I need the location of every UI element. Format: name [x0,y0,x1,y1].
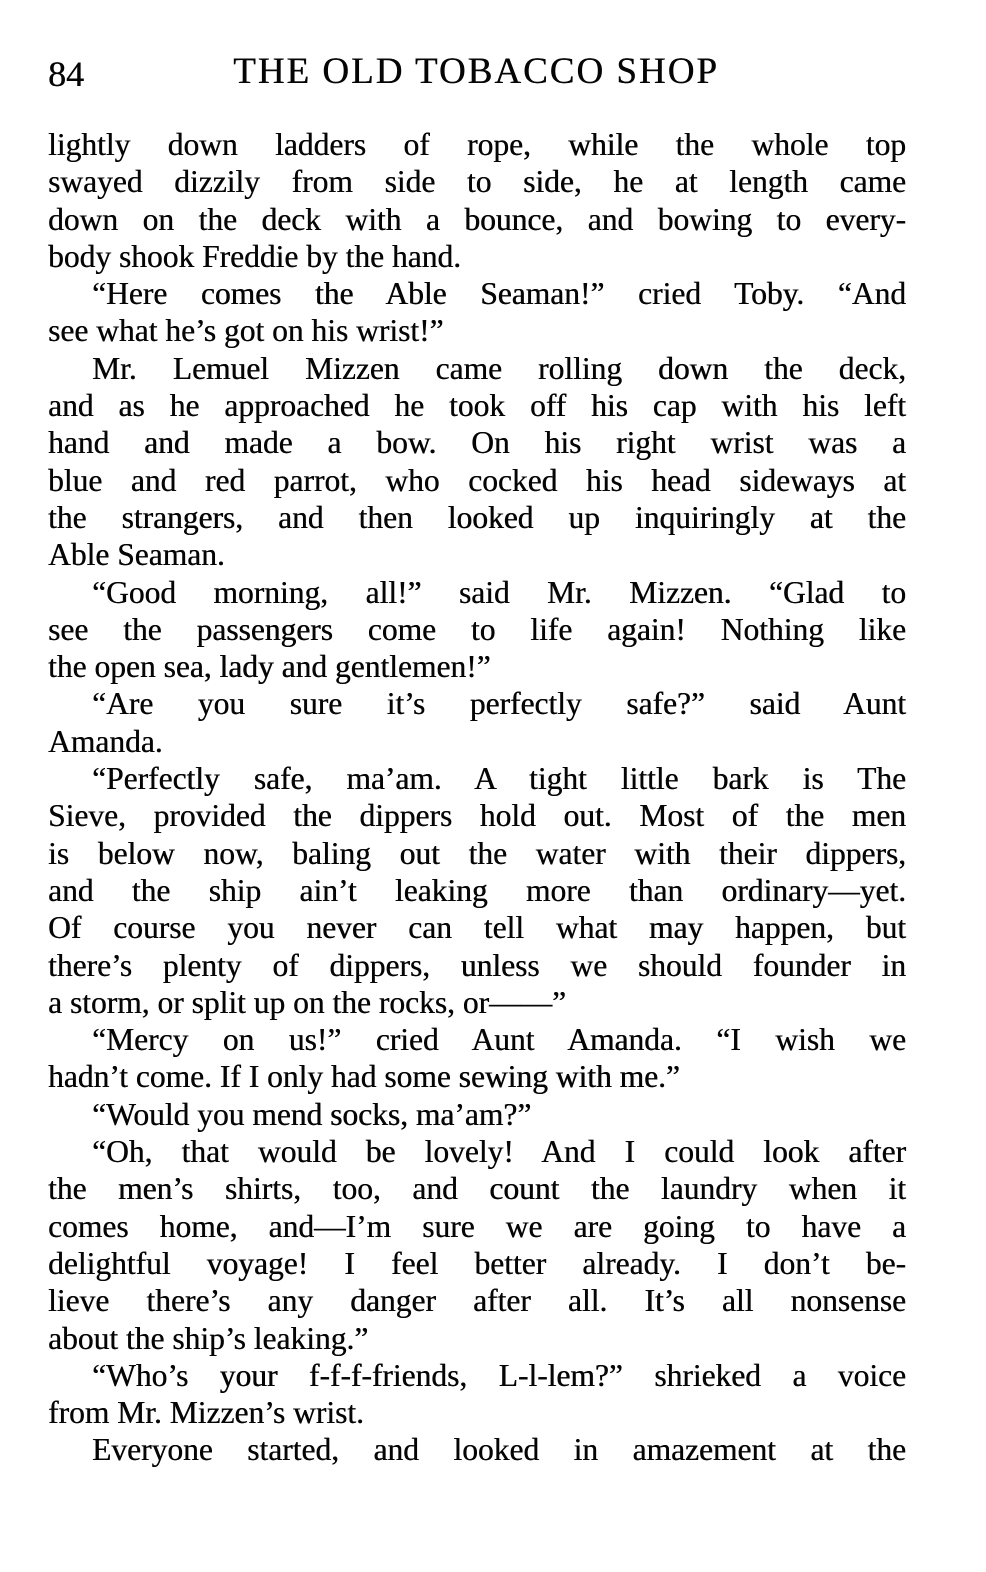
paragraph [48,685,906,760]
text-line: lightly down ladders of rope, while the whole top [48,127,906,162]
text-line: see the passengers come to life again! Nothing like [48,611,906,647]
text-line: from Mr. Mizzen’s wrist. [48,1395,364,1431]
text-line: “Perfectly safe, ma’am. A tight little bark is The [92,761,906,797]
paragraph [48,760,906,1021]
page-number: 84 [48,54,84,94]
text-line: swayed dizzily from side to side, he at length came [48,164,906,200]
paragraph [48,1133,906,1357]
text-line: and as he approached he took off his cap with his left [48,388,906,424]
text-line: see what he’s got on his wrist!” [48,313,444,349]
text-line: Everyone started, and looked in amazement at the [92,1432,906,1468]
paragraph [48,350,906,574]
text-line: blue and red parrot, who cocked his head sideways at [48,462,906,498]
running-title: THE OLD TOBACCO SHOP [233,51,719,92]
text-line: the strangers, and then looked up inquiringly at the [48,499,906,535]
text-line: “Oh, that would be lovely! And I could look after [92,1134,906,1170]
text-line: the men’s shirts, too, and count the laundry when it [48,1171,906,1207]
paragraph [48,574,906,686]
text-line: and the ship ain’t leaking more than ordinary—yet. [48,872,906,908]
text-line: body shook Freddie by the hand. [48,238,461,274]
text-line: is below now, baling out the water with their dippers, [48,835,906,871]
text-line: lieve there’s any danger after all. It’s all nonsense [48,1283,906,1319]
paragraph [48,1431,906,1468]
page-header [48,50,904,96]
text-line: “Good morning, all!” said Mr. Mizzen. “Glad to [92,574,906,610]
text-line: Of course you never can tell what may happen, but [48,910,906,946]
text-line: delightful voyage! I feel better already. I don’t be- [48,1245,906,1281]
text-line: a storm, or split up on the rocks, or——” [48,984,566,1020]
text-line: about the ship’s leaking.” [48,1320,369,1356]
text-line: “Here comes the Able Seaman!” cried Toby. “And [92,276,906,312]
text-line: “Would you mend socks, ma’am?” [92,1096,532,1132]
text-line: comes home, and—I’m sure we are going to have a [48,1208,906,1244]
text-line: there’s plenty of dippers, unless we should founder in [48,947,906,983]
text-line: hand and made a bow. On his right wrist was a [48,425,906,461]
text-line: Sieve, provided the dippers hold out. Most of the men [48,798,906,834]
text-line: Amanda. [48,723,163,759]
paragraph [48,275,906,350]
body-text [48,126,906,1469]
text-line: “Mercy on us!” cried Aunt Amanda. “I wish we [92,1022,906,1058]
text-line: the open sea, lady and gentlemen!” [48,649,491,685]
paragraph [48,1357,906,1432]
paragraph [48,1021,906,1096]
text-line: Mr. Lemuel Mizzen came rolling down the deck, [92,350,906,386]
paragraph [48,1096,906,1133]
text-line: “Who’s your f-f-f-friends, L-l-lem?” shrieked a voice [92,1357,906,1393]
text-line: hadn’t come. If I only had some sewing with me.” [48,1059,680,1095]
paragraph [48,126,906,275]
text-line: Able Seaman. [48,537,225,573]
text-line: “Are you sure it’s perfectly safe?” said Aunt [92,686,906,722]
text-line: down on the deck with a bounce, and bowing to every- [48,201,906,237]
